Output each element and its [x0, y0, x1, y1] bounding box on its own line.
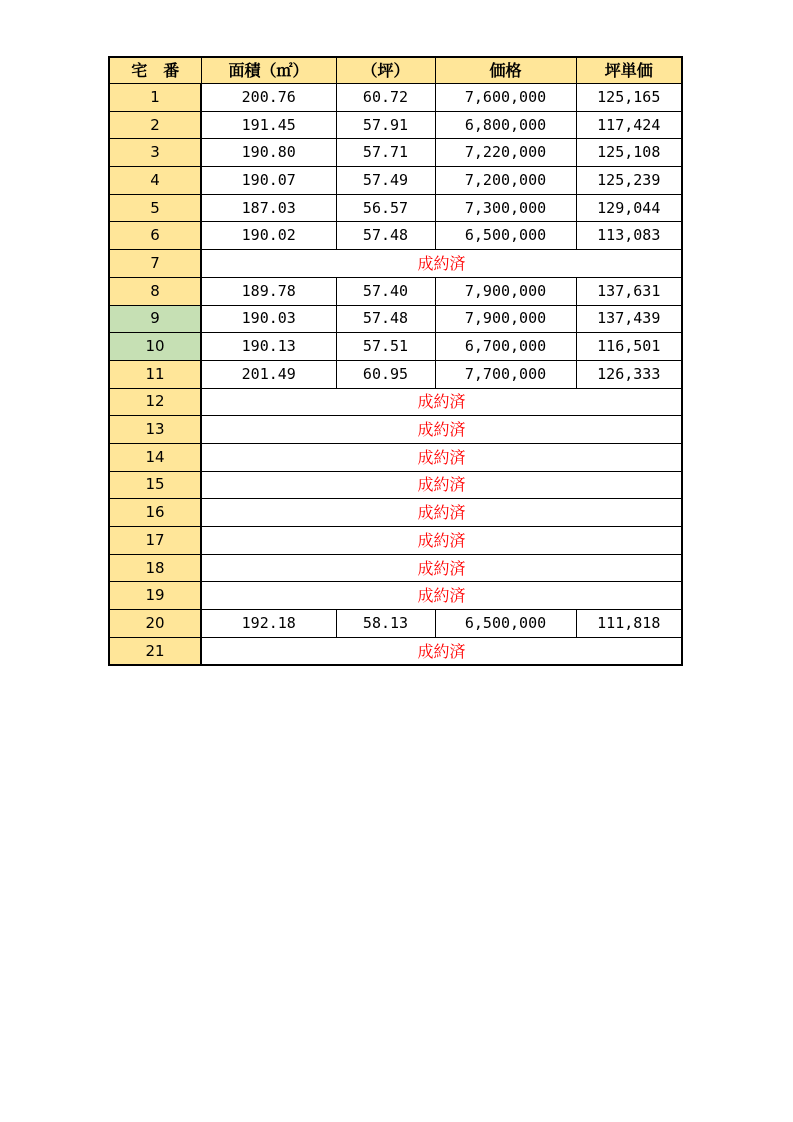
sold-status-cell: 成約済: [201, 250, 682, 278]
table-row: [109, 360, 682, 388]
table-row: [109, 554, 682, 582]
header-price: 価格: [435, 57, 576, 84]
area-sqm-cell: 192.18: [201, 610, 336, 638]
table-row: [109, 305, 682, 333]
area-tsubo-cell: 57.48: [336, 222, 435, 250]
lot-number-cell: 7: [109, 250, 201, 278]
tsubo-unit-price-cell: 137,631: [576, 277, 682, 305]
price-cell: 6,800,000: [435, 111, 576, 139]
table-row: [109, 471, 682, 499]
price-cell: 7,200,000: [435, 167, 576, 195]
area-tsubo-cell: 60.95: [336, 360, 435, 388]
sold-status-cell: 成約済: [201, 582, 682, 610]
table-row: [109, 222, 682, 250]
area-sqm-cell: 187.03: [201, 194, 336, 222]
area-sqm-cell: 190.13: [201, 333, 336, 361]
table-body: [109, 57, 682, 665]
table-row: [109, 388, 682, 416]
sold-status-cell: 成約済: [201, 388, 682, 416]
lot-number-cell: 11: [109, 360, 201, 388]
lot-number-cell: 21: [109, 637, 201, 665]
sold-status-cell: 成約済: [201, 416, 682, 444]
table-row: [109, 527, 682, 555]
area-tsubo-cell: 57.40: [336, 277, 435, 305]
tsubo-unit-price-cell: 137,439: [576, 305, 682, 333]
table-row: [109, 250, 682, 278]
lot-number-cell: 20: [109, 610, 201, 638]
tsubo-unit-price-cell: 126,333: [576, 360, 682, 388]
table-row: [109, 333, 682, 361]
price-cell: 7,900,000: [435, 277, 576, 305]
area-tsubo-cell: 57.49: [336, 167, 435, 195]
lot-number-cell: 19: [109, 582, 201, 610]
tsubo-unit-price-cell: 125,165: [576, 84, 682, 112]
area-sqm-cell: 191.45: [201, 111, 336, 139]
price-cell: 7,600,000: [435, 84, 576, 112]
lot-number-cell: 17: [109, 527, 201, 555]
area-sqm-cell: 200.76: [201, 84, 336, 112]
price-cell: 6,500,000: [435, 610, 576, 638]
table-row: [109, 637, 682, 665]
lot-number-cell: 1: [109, 84, 201, 112]
table-row: [109, 610, 682, 638]
tsubo-unit-price-cell: 116,501: [576, 333, 682, 361]
lot-number-cell: 8: [109, 277, 201, 305]
table-row: [109, 443, 682, 471]
lot-number-cell: 18: [109, 554, 201, 582]
area-sqm-cell: 190.07: [201, 167, 336, 195]
tsubo-unit-price-cell: 125,108: [576, 139, 682, 167]
lot-price-table: [108, 56, 683, 666]
area-sqm-cell: 190.80: [201, 139, 336, 167]
area-tsubo-cell: 57.51: [336, 333, 435, 361]
lot-number-cell: 6: [109, 222, 201, 250]
header-row: [109, 57, 682, 84]
sold-status-cell: 成約済: [201, 499, 682, 527]
header-area-tsubo: （坪）: [336, 57, 435, 84]
table-row: [109, 416, 682, 444]
table-row: [109, 84, 682, 112]
table-row: [109, 111, 682, 139]
area-tsubo-cell: 60.72: [336, 84, 435, 112]
price-cell: 7,220,000: [435, 139, 576, 167]
price-cell: 7,300,000: [435, 194, 576, 222]
table-row: [109, 139, 682, 167]
lot-number-cell: 9: [109, 305, 201, 333]
table-row: [109, 277, 682, 305]
header-lot-number: 宅 番: [109, 57, 201, 84]
area-sqm-cell: 201.49: [201, 360, 336, 388]
tsubo-unit-price-cell: 117,424: [576, 111, 682, 139]
lot-number-cell: 3: [109, 139, 201, 167]
table-row: [109, 167, 682, 195]
sold-status-cell: 成約済: [201, 554, 682, 582]
table-row: [109, 582, 682, 610]
lot-number-cell: 5: [109, 194, 201, 222]
tsubo-unit-price-cell: 125,239: [576, 167, 682, 195]
price-cell: 6,500,000: [435, 222, 576, 250]
area-tsubo-cell: 56.57: [336, 194, 435, 222]
lot-number-cell: 15: [109, 471, 201, 499]
lot-number-cell: 10: [109, 333, 201, 361]
lot-number-cell: 2: [109, 111, 201, 139]
area-sqm-cell: 189.78: [201, 277, 336, 305]
area-tsubo-cell: 57.71: [336, 139, 435, 167]
table-row: [109, 194, 682, 222]
sold-status-cell: 成約済: [201, 471, 682, 499]
area-tsubo-cell: 58.13: [336, 610, 435, 638]
lot-number-cell: 4: [109, 167, 201, 195]
tsubo-unit-price-cell: 129,044: [576, 194, 682, 222]
tsubo-unit-price-cell: 111,818: [576, 610, 682, 638]
price-cell: 6,700,000: [435, 333, 576, 361]
lot-number-cell: 12: [109, 388, 201, 416]
sold-status-cell: 成約済: [201, 527, 682, 555]
lot-number-cell: 16: [109, 499, 201, 527]
area-sqm-cell: 190.02: [201, 222, 336, 250]
lot-number-cell: 14: [109, 443, 201, 471]
header-tsubo-unit-price: 坪単価: [576, 57, 682, 84]
lot-number-cell: 13: [109, 416, 201, 444]
area-sqm-cell: 190.03: [201, 305, 336, 333]
price-cell: 7,900,000: [435, 305, 576, 333]
sold-status-cell: 成約済: [201, 637, 682, 665]
sold-status-cell: 成約済: [201, 443, 682, 471]
area-tsubo-cell: 57.48: [336, 305, 435, 333]
area-tsubo-cell: 57.91: [336, 111, 435, 139]
price-cell: 7,700,000: [435, 360, 576, 388]
table-row: [109, 499, 682, 527]
tsubo-unit-price-cell: 113,083: [576, 222, 682, 250]
header-area-sqm: 面積（㎡）: [201, 57, 336, 84]
